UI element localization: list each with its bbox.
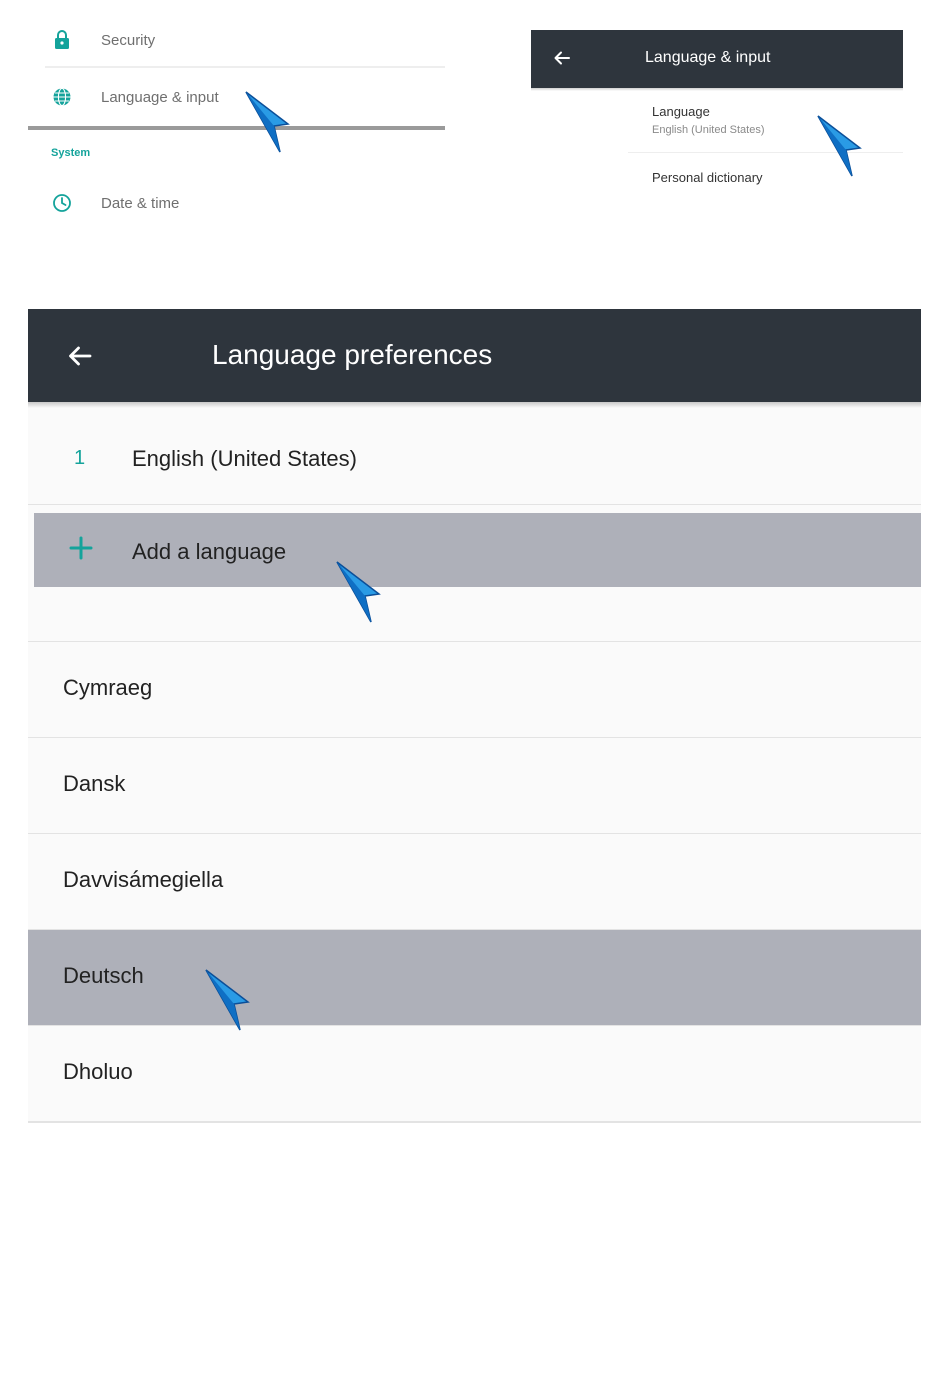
language-preferences-toolbar (28, 309, 921, 402)
language-option[interactable] (28, 642, 921, 737)
divider (28, 504, 921, 505)
cursor-arrow-icon (204, 968, 252, 1034)
preferred-language-rank: 1 (74, 447, 86, 469)
system-section-header: System (51, 147, 91, 159)
language-option[interactable] (28, 738, 921, 833)
settings-item-security[interactable] (28, 24, 445, 56)
language-item-subtitle: English (United States) (652, 124, 765, 136)
language-option-label: Dansk (63, 771, 126, 796)
back-arrow-icon[interactable] (553, 48, 571, 68)
add-language-label: Add a language (132, 539, 287, 564)
add-language-button[interactable] (34, 513, 921, 587)
lock-icon (52, 30, 72, 50)
globe-icon (52, 87, 72, 107)
language-option-label: Cymraeg (63, 675, 153, 700)
plus-icon (68, 535, 94, 561)
language-option-label: Dholuo (63, 1059, 133, 1084)
language-option[interactable] (28, 1026, 921, 1121)
date-time-label: Date & time (101, 194, 180, 212)
language-option-selected[interactable] (28, 930, 921, 1025)
cursor-arrow-icon (335, 560, 383, 626)
settings-item-date-time[interactable] (28, 187, 445, 219)
toolbar-shadow (531, 88, 903, 91)
settings-item-language-input[interactable] (28, 81, 445, 113)
personal-dictionary-title: Personal dictionary (652, 170, 763, 185)
language-input-label: Language & input (101, 88, 219, 106)
language-item-title: Language (652, 104, 710, 119)
page-title: Language preferences (212, 339, 493, 370)
divider (28, 1121, 921, 1123)
toolbar-title: Language & input (645, 49, 771, 66)
language-preferences-panel (28, 309, 921, 1123)
language-option-label: Davvisámegiella (63, 867, 224, 892)
clock-icon (52, 193, 72, 213)
preferred-language-label: English (United States) (132, 446, 357, 471)
cursor-arrow-icon (244, 90, 292, 156)
language-option[interactable] (28, 834, 921, 929)
divider (45, 66, 445, 68)
selection-underline (28, 126, 445, 130)
cursor-arrow-icon (816, 114, 864, 180)
language-input-toolbar (531, 30, 903, 88)
language-option-label: Deutsch (63, 963, 144, 988)
toolbar-shadow (28, 402, 921, 408)
security-label: Security (101, 31, 156, 49)
back-arrow-icon[interactable] (66, 342, 94, 370)
